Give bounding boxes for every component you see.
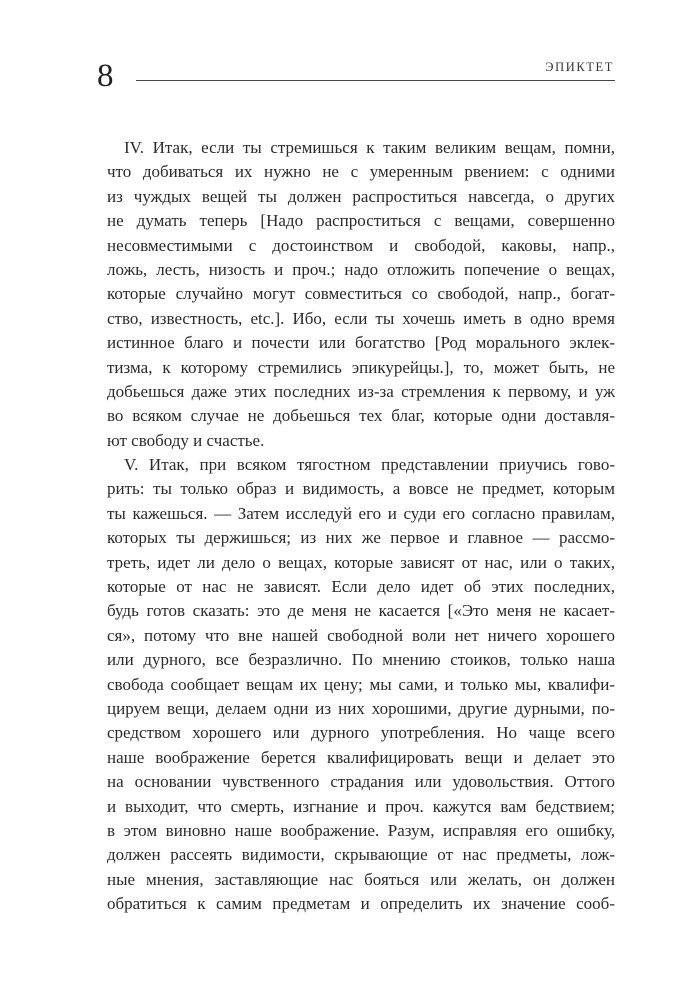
text-line: в этом виновно наше воображение. Разум, исправляя его ошибку, <box>107 820 615 840</box>
text-line: треть, идет ли дело о вещах, которые зависят от нас, или о таких, <box>107 552 615 572</box>
text-line: свобода сообщает вещам их цену; мы сами, и только мы, квалифи- <box>107 674 615 694</box>
text-line: во всяком случае не добьешься тех благ, которые одни доставля- <box>107 406 615 426</box>
text-line: истинное благо и почести или богатство [Род морального эклек- <box>107 333 615 353</box>
text-line: средством хорошего или дурного употребления. Но чаще всего <box>107 723 615 743</box>
text-line: рить: ты только образ и видимость, а вовсе не предмет, которым <box>107 479 615 499</box>
running-title: ЭПИКТЕТ <box>545 60 614 74</box>
text-line: V. Итак, при всяком тягостном представлении приучись гово- <box>124 455 615 475</box>
text-line: ложь, лесть, низость и проч.; надо отложить попечение о вещах, <box>107 259 615 279</box>
body-text <box>107 136 615 917</box>
text-line: на основании чувственного страдания или удовольствия. Оттого <box>107 772 615 792</box>
text-line: ся», потому что вне нашей свободной воли нет ничего хорошего <box>107 625 615 645</box>
text-line: ты кажешься. — Затем исследуй его и суди его согласно правилам, <box>107 503 615 523</box>
text-line: должен рассеять видимости, скрывающие от нас предметы, лож- <box>107 845 615 865</box>
text-line: что добиваться их нужно не с умеренным рвением: с одними <box>107 162 615 182</box>
header-rule <box>136 80 615 81</box>
text-line: цируем вещи, делаем одни из них хорошими, другие дурными, по- <box>107 698 615 718</box>
text-line: будь готов сказать: это де меня не касается [«Это меня не касает- <box>107 601 615 621</box>
text-line: тизма, к которому стремились эпикурейцы.], то, может быть, не <box>107 357 615 377</box>
text-line: ные мнения, заставляющие нас бояться или желать, он должен <box>107 869 615 889</box>
text-line: из чуждых вещей ты должен распроститься навсегда, о других <box>107 186 615 206</box>
text-line: добьешься даже этих последних из-за стремления к первому, и уж <box>107 381 615 401</box>
text-line: и выходит, что смерть, изгнание и проч. кажутся вам бедствием; <box>107 796 615 816</box>
text-line: IV. Итак, если ты стремишься к таким великим вещам, помни, <box>124 138 615 157</box>
text-line: наше воображение берется квалифицировать вещи и делает это <box>107 747 615 767</box>
text-line: ство, известность, etc.]. Ибо, если ты хочешь иметь в одно время <box>107 308 615 328</box>
page-number: 8 <box>97 58 114 94</box>
text-line: обратиться к самим предметам и определить их значение сооб- <box>107 894 615 914</box>
text-line: которые случайно могут совместиться со свободой, напр., богат- <box>107 284 615 304</box>
text-line: ют свободу и счастье. <box>107 430 265 450</box>
text-line: которые от нас не зависят. Если дело идет об этих последних, <box>107 577 615 597</box>
text-line: или дурного, все безразлично. По мнению стоиков, только наша <box>107 650 615 670</box>
text-line: которых ты держишься; из них же первое и главное — рассмо- <box>107 528 615 548</box>
text-line: не думать теперь [Надо распроститься с вещами, совершенно <box>107 211 615 231</box>
text-line: несовместимыми с достоинством и свободой, каковы, напр., <box>107 235 615 255</box>
